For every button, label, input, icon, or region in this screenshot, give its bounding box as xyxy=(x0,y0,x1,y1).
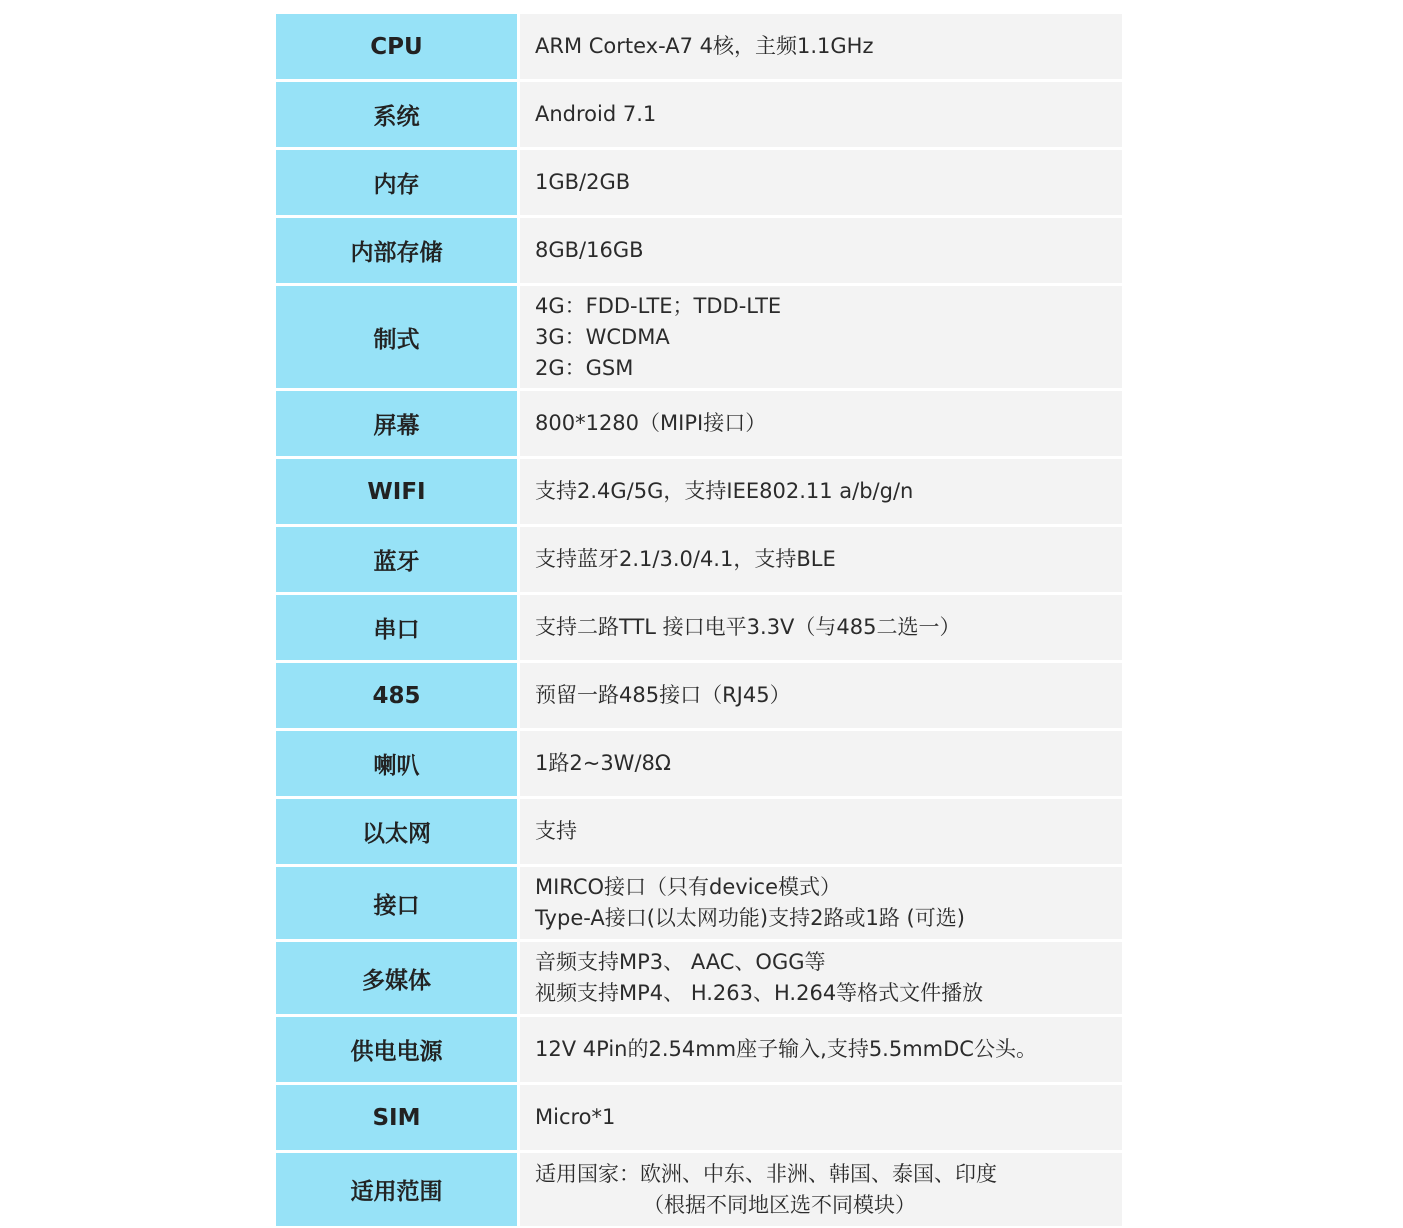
spec-value-line: Micro*1 xyxy=(535,1105,616,1129)
spec-value-line: 2G：GSM xyxy=(535,355,634,380)
spec-value xyxy=(520,731,1122,796)
spec-row-ethernet xyxy=(276,799,1122,864)
spec-key: SIM xyxy=(276,1085,517,1150)
spec-row-system xyxy=(276,82,1122,147)
spec-key: WIFI xyxy=(276,459,517,524)
spec-value xyxy=(520,218,1122,283)
spec-key: 以太网 xyxy=(276,799,517,864)
spec-row-bluetooth xyxy=(276,527,1122,592)
spec-value-line: 4G：FDD-LTE；TDD-LTE xyxy=(535,293,782,318)
spec-row-485 xyxy=(276,663,1122,728)
spec-value xyxy=(520,595,1122,660)
spec-row-power xyxy=(276,1017,1122,1082)
spec-value xyxy=(520,867,1122,939)
spec-value-line: 800*1280（MIPI接口） xyxy=(535,411,767,435)
spec-key: 内部存储 xyxy=(276,218,517,283)
spec-row-serial xyxy=(276,595,1122,660)
spec-value-line: Android 7.1 xyxy=(535,102,657,126)
spec-value-line: 1路2~3W/8Ω xyxy=(535,751,671,775)
spec-value xyxy=(520,1017,1122,1082)
spec-row-region xyxy=(276,1153,1122,1226)
spec-value xyxy=(520,942,1122,1014)
spec-row-memory xyxy=(276,150,1122,215)
spec-value-line: 音频支持MP3、 AAC、OGG等 xyxy=(535,950,826,974)
spec-key: 制式 xyxy=(276,286,517,388)
spec-key: 多媒体 xyxy=(276,942,517,1014)
spec-key: 485 xyxy=(276,663,517,728)
spec-value-line: 视频支持MP4、 H.263、H.264等格式文件播放 xyxy=(535,981,984,1005)
spec-value-line: 8GB/16GB xyxy=(535,238,644,262)
spec-value-line: 支持蓝牙2.1/3.0/4.1，支持BLE xyxy=(535,547,836,571)
spec-key: 喇叭 xyxy=(276,731,517,796)
spec-row-interface xyxy=(276,867,1122,939)
spec-row-sim xyxy=(276,1085,1122,1150)
spec-value xyxy=(520,14,1122,79)
spec-value xyxy=(520,150,1122,215)
spec-key: 接口 xyxy=(276,867,517,939)
spec-key: 系统 xyxy=(276,82,517,147)
spec-value-line: 1GB/2GB xyxy=(535,170,631,194)
spec-value-line: Type-A接口(以太网功能)支持2路或1路 (可选) xyxy=(535,906,965,930)
spec-value xyxy=(520,1085,1122,1150)
spec-key: CPU xyxy=(276,14,517,79)
spec-row-storage xyxy=(276,218,1122,283)
spec-value-line: MIRCO接口（只有device模式） xyxy=(535,875,842,899)
spec-row-network-mode xyxy=(276,286,1122,388)
spec-value-line: 适用国家：欧洲、中东、非洲、韩国、泰国、印度 xyxy=(535,1161,997,1186)
spec-key: 适用范围 xyxy=(276,1153,517,1226)
spec-value xyxy=(520,286,1122,388)
spec-value xyxy=(520,459,1122,524)
spec-value-line: 3G：WCDMA xyxy=(535,324,670,349)
spec-row-cpu xyxy=(276,14,1122,79)
spec-row-multimedia xyxy=(276,942,1122,1014)
spec-value xyxy=(520,663,1122,728)
spec-table xyxy=(276,14,1122,1226)
spec-row-screen xyxy=(276,391,1122,456)
spec-key: 串口 xyxy=(276,595,517,660)
spec-value-line: 支持2.4G/5G，支持IEE802.11 a/b/g/n xyxy=(535,479,914,503)
spec-key: 内存 xyxy=(276,150,517,215)
spec-value xyxy=(520,391,1122,456)
spec-value-line: 12V 4Pin的2.54mm座子输入,支持5.5mmDC公头。 xyxy=(535,1037,1037,1061)
spec-value xyxy=(520,799,1122,864)
spec-value-line: 支持 xyxy=(535,819,577,843)
spec-key: 屏幕 xyxy=(276,391,517,456)
spec-value-line: 预留一路485接口（RJ45） xyxy=(535,683,791,707)
spec-value xyxy=(520,527,1122,592)
spec-value-line: （根据不同地区选不同模块） xyxy=(643,1192,916,1217)
spec-value-line: 支持二路TTL 接口电平3.3V（与485二选一） xyxy=(535,615,961,639)
spec-value xyxy=(520,82,1122,147)
spec-value xyxy=(520,1153,1122,1226)
spec-value-line: ARM Cortex-A7 4核，主频1.1GHz xyxy=(535,34,874,58)
spec-key: 蓝牙 xyxy=(276,527,517,592)
spec-row-wifi xyxy=(276,459,1122,524)
spec-row-speaker xyxy=(276,731,1122,796)
spec-key: 供电电源 xyxy=(276,1017,517,1082)
